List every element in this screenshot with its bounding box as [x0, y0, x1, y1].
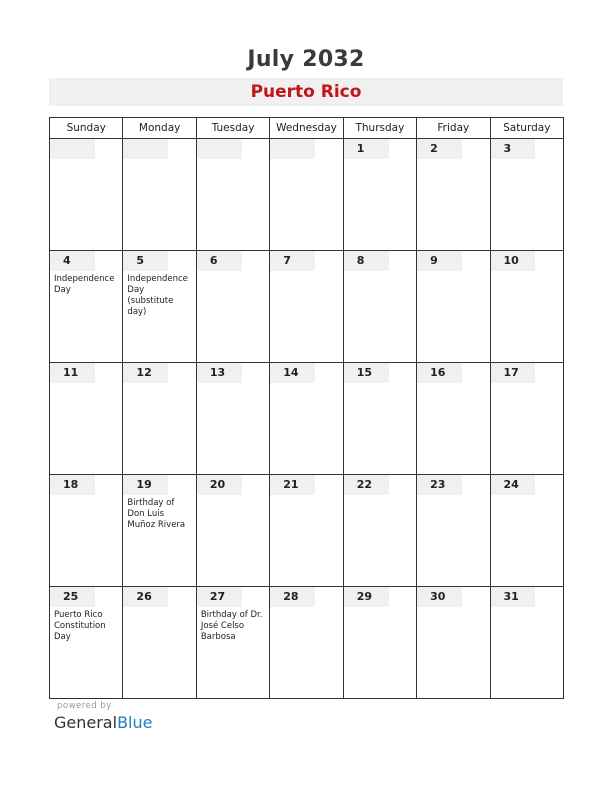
day-number-badge	[417, 363, 462, 383]
holiday-label: Birthday of Don Luis Muñoz Rivera	[127, 498, 186, 530]
weekday-header: Wednesday	[270, 118, 343, 139]
day-number: 29	[356, 590, 372, 603]
holiday-label: Birthday of Dr. José Celso Barbosa	[200, 610, 263, 642]
day-cell[interactable]	[490, 251, 563, 363]
day-cell[interactable]	[417, 363, 490, 475]
day-number: 25	[63, 590, 79, 603]
day-number-badge	[344, 139, 389, 159]
brand-text-blue: Blue	[117, 713, 153, 732]
weekday-header: Friday	[417, 118, 490, 139]
holiday-label: Puerto Rico Constitution Day	[54, 610, 106, 642]
region-name: Puerto Rico	[250, 82, 362, 102]
day-cell[interactable]	[417, 475, 490, 587]
day-number: 5	[136, 254, 145, 267]
weekday-header: Thursday	[343, 118, 416, 139]
day-cell[interactable]	[417, 587, 490, 699]
weekday-header-row	[50, 118, 564, 139]
day-number: 7	[283, 254, 291, 267]
day-number: 12	[136, 366, 152, 379]
week-row	[50, 251, 564, 363]
day-cell[interactable]	[123, 363, 196, 475]
day-number: 15	[356, 366, 372, 379]
day-number-badge	[417, 251, 462, 271]
day-number-badge	[197, 475, 242, 495]
day-number: 10	[503, 254, 519, 267]
day-cell[interactable]	[343, 139, 416, 251]
day-number-badge	[417, 475, 462, 495]
day-cell[interactable]	[490, 363, 563, 475]
day-number-badge	[344, 587, 389, 607]
day-number: 2	[430, 142, 438, 155]
holiday-label: Independence Day	[54, 274, 115, 295]
week-row	[50, 363, 564, 475]
day-number: 27	[209, 590, 226, 603]
weekday-header: Sunday	[50, 118, 123, 139]
day-cell[interactable]	[123, 587, 196, 699]
day-number: 11	[63, 366, 79, 379]
day-number-badge	[491, 475, 536, 495]
day-number-badge	[270, 139, 315, 159]
holiday-label: Independence Day (substitute day)	[127, 274, 188, 317]
day-cell[interactable]	[50, 363, 123, 475]
day-number: 18	[63, 478, 79, 491]
day-number-badge	[123, 251, 168, 271]
month-calendar-grid	[49, 117, 564, 699]
day-number-badge	[491, 251, 536, 271]
day-number-badge	[50, 475, 95, 495]
day-number-badge	[197, 587, 242, 607]
day-cell[interactable]	[196, 475, 269, 587]
day-cell[interactable]	[196, 139, 269, 251]
weekday-header: Tuesday	[196, 118, 269, 139]
weekday-header: Saturday	[490, 118, 563, 139]
day-cell[interactable]	[343, 363, 416, 475]
day-cell[interactable]	[270, 475, 343, 587]
day-number: 28	[283, 590, 299, 603]
day-number: 8	[356, 254, 365, 267]
day-cell[interactable]	[417, 139, 490, 251]
day-number-badge	[123, 587, 168, 607]
day-number-badge	[50, 251, 95, 271]
day-number-badge	[344, 251, 389, 271]
day-number: 14	[283, 366, 299, 379]
day-cell[interactable]	[196, 363, 269, 475]
day-cell[interactable]	[490, 475, 563, 587]
day-cell[interactable]	[196, 251, 269, 363]
week-row	[50, 587, 564, 699]
day-number-badge	[344, 475, 389, 495]
day-number-badge	[197, 251, 242, 271]
day-number-badge	[50, 363, 95, 383]
day-number: 21	[283, 478, 299, 491]
day-number-badge	[123, 139, 168, 159]
day-cell[interactable]	[196, 587, 269, 699]
day-cell[interactable]	[50, 475, 123, 587]
day-number: 31	[503, 590, 519, 603]
day-cell[interactable]	[50, 251, 123, 363]
day-cell[interactable]	[270, 587, 343, 699]
generalblue-logo[interactable]	[54, 713, 152, 732]
day-number: 6	[209, 254, 218, 267]
day-number: 13	[209, 366, 226, 379]
day-cell[interactable]	[270, 363, 343, 475]
day-cell[interactable]	[490, 139, 563, 251]
day-number: 1	[356, 142, 365, 155]
day-cell[interactable]	[417, 251, 490, 363]
day-number-badge	[50, 587, 95, 607]
day-number: 3	[503, 142, 512, 155]
day-number-badge	[123, 363, 168, 383]
day-cell[interactable]	[270, 139, 343, 251]
day-number-badge	[197, 139, 242, 159]
day-number: 4	[63, 254, 71, 267]
day-number-badge	[344, 363, 389, 383]
day-number-badge	[491, 363, 536, 383]
day-cell[interactable]	[123, 139, 196, 251]
day-number-badge	[123, 475, 168, 495]
day-number: 20	[209, 478, 226, 491]
weekday-header: Monday	[123, 118, 196, 139]
day-number: 19	[136, 478, 152, 491]
day-number-badge	[491, 139, 536, 159]
week-row	[50, 475, 564, 587]
day-number-badge	[270, 251, 315, 271]
day-cell[interactable]	[123, 475, 196, 587]
day-number: 17	[503, 366, 519, 379]
day-number-badge	[491, 587, 536, 607]
day-number-badge	[417, 587, 462, 607]
day-number-badge	[50, 139, 95, 159]
day-cell[interactable]	[343, 251, 416, 363]
day-number: 22	[356, 478, 372, 491]
week-row	[50, 139, 564, 251]
day-number: 24	[503, 478, 519, 491]
day-number: 9	[430, 254, 438, 267]
calendar-title: July 2032	[247, 47, 365, 72]
day-number-badge	[270, 587, 315, 607]
day-number: 30	[430, 590, 446, 603]
day-number-badge	[197, 363, 242, 383]
day-number-badge	[270, 363, 315, 383]
day-number: 16	[430, 366, 446, 379]
day-number-badge	[417, 139, 462, 159]
day-cell[interactable]	[343, 475, 416, 587]
day-number: 26	[136, 590, 152, 603]
region-banner	[49, 78, 563, 106]
day-cell[interactable]	[343, 587, 416, 699]
brand-text-general: General	[54, 713, 118, 732]
day-number-badge	[270, 475, 315, 495]
day-cell[interactable]	[50, 587, 123, 699]
day-cell[interactable]	[270, 251, 343, 363]
day-cell[interactable]	[123, 251, 196, 363]
day-number: 23	[430, 478, 446, 491]
powered-by-label: powered by	[57, 701, 112, 711]
day-cell[interactable]	[490, 587, 563, 699]
day-cell[interactable]	[50, 139, 123, 251]
